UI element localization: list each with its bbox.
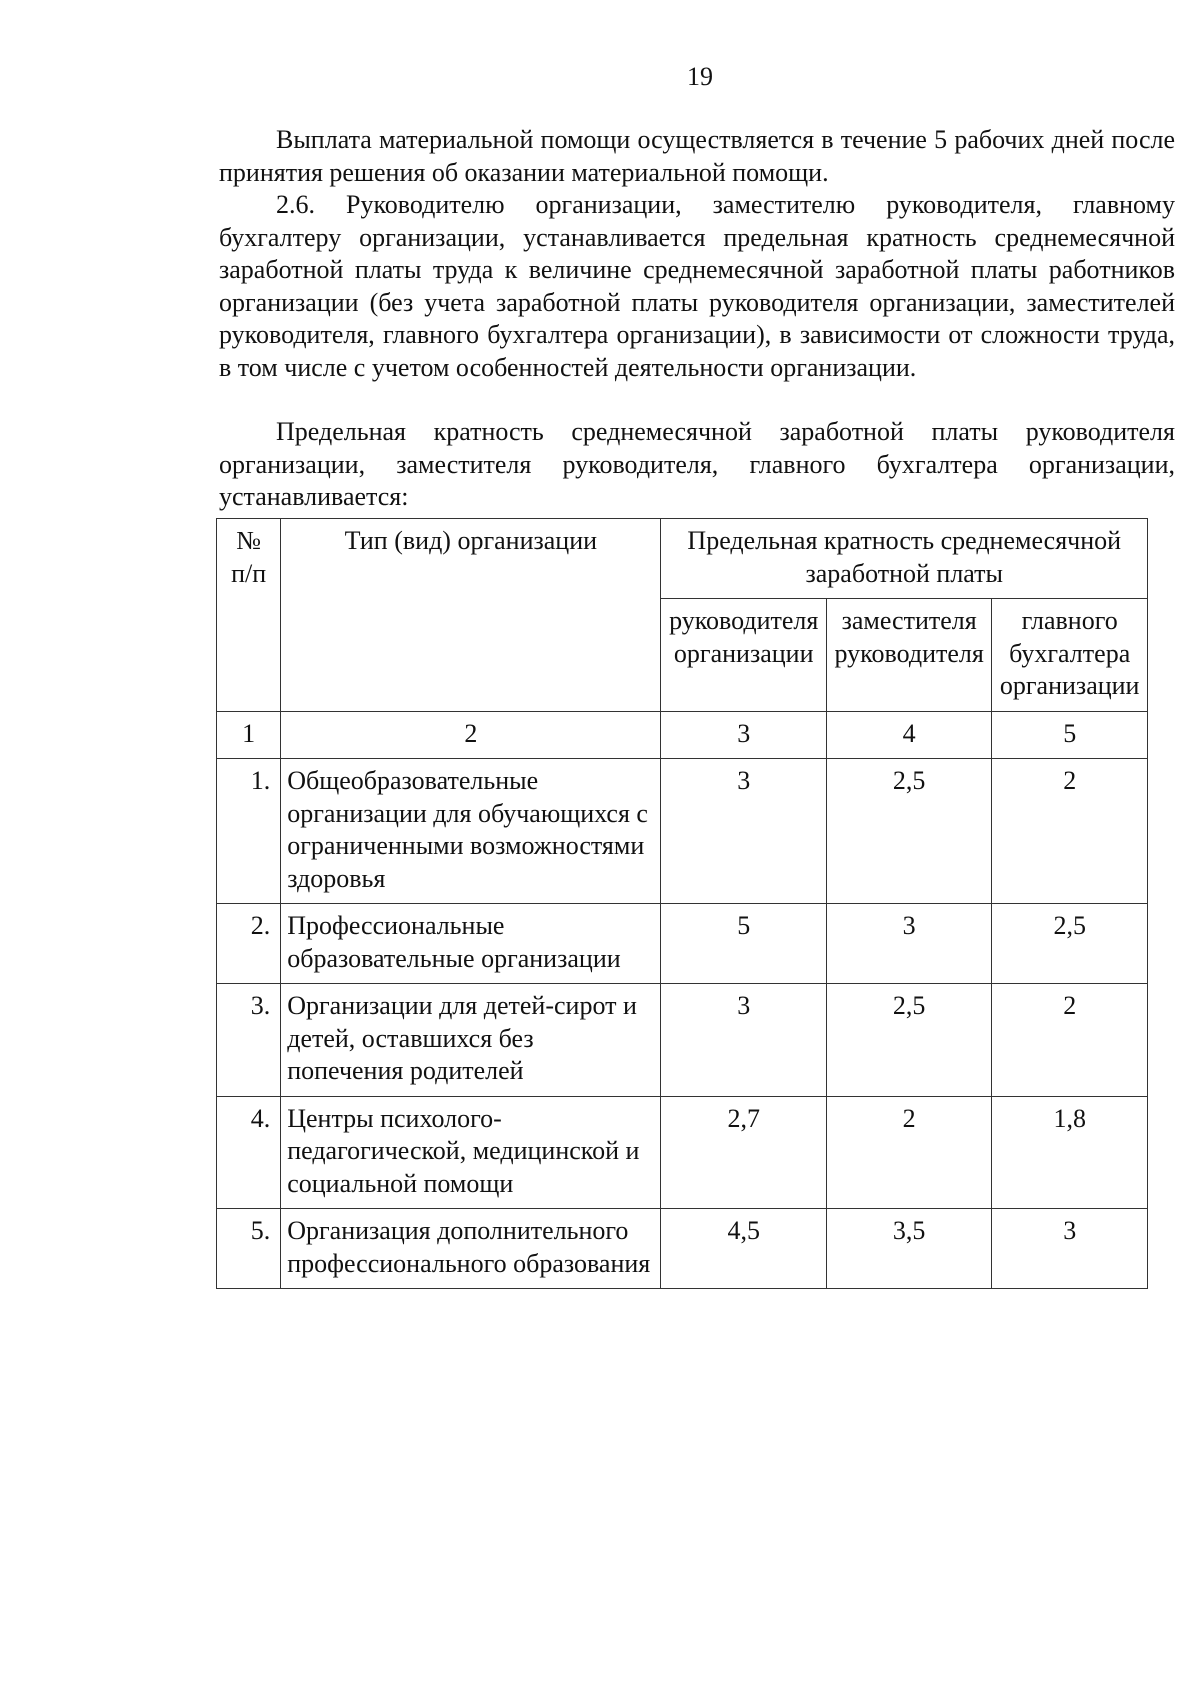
row-number: 3. [217, 984, 281, 1097]
header-ratio-group: Предельная кратность среднемесячной заработной платы [661, 519, 1148, 599]
header-org-type: Тип (вид) организации [281, 519, 661, 712]
table-row [217, 904, 1148, 984]
row-head-ratio: 5 [661, 904, 826, 984]
row-accountant-ratio: 2,5 [992, 904, 1148, 984]
row-accountant-ratio: 2 [992, 759, 1148, 904]
row-deputy-ratio: 2,5 [826, 759, 991, 904]
header-deputy: заместителя руководителя [826, 599, 991, 712]
table-row [217, 1209, 1148, 1289]
row-org-type: Общеобразовательные организации для обучающихся с ограниченными возможностями здоровья [281, 759, 661, 904]
row-accountant-ratio: 1,8 [992, 1096, 1148, 1209]
index-cell: 5 [992, 711, 1148, 759]
table-row [217, 759, 1148, 904]
row-deputy-ratio: 2,5 [826, 984, 991, 1097]
row-org-type: Профессиональные образовательные организации [281, 904, 661, 984]
table-row [217, 984, 1148, 1097]
table-row [217, 1096, 1148, 1209]
index-cell: 1 [217, 711, 281, 759]
paragraph-table-intro [219, 416, 1175, 514]
paragraph-text: 2.6. Руководителю организации, заместителю руководителя, главному бухгалтеру организации, устанавливается предельная кратность среднемесячной заработной платы труда к величине среднемесячной заработной платы работников организации (без учета заработной платы руководителя организации, заместителей руководителя, главного бухгалтера организации), в зависимости от сложности труда, в том числе с учетом особенностей деятельности организации. [219, 190, 1175, 382]
row-head-ratio: 3 [661, 984, 826, 1097]
header-accountant: главного бухгалтера организации [992, 599, 1148, 712]
header-number: № п/п [217, 519, 281, 712]
row-org-type: Организации для детей-сирот и детей, оставшихся без попечения родителей [281, 984, 661, 1097]
row-head-ratio: 4,5 [661, 1209, 826, 1289]
row-org-type: Центры психолого-педагогической, медицинской и социальной помощи [281, 1096, 661, 1209]
index-cell: 4 [826, 711, 991, 759]
row-number: 1. [217, 759, 281, 904]
row-head-ratio: 3 [661, 759, 826, 904]
paragraph-text: Предельная кратность среднемесячной заработной платы руководителя организации, заместителя руководителя, главного бухгалтера организации, устанавливается: [219, 417, 1175, 511]
row-deputy-ratio: 3,5 [826, 1209, 991, 1289]
table-index-row [217, 711, 1148, 759]
index-cell: 2 [281, 711, 661, 759]
salary-ratio-table [216, 518, 1148, 1289]
row-number: 4. [217, 1096, 281, 1209]
header-head: руководителя организации [661, 599, 826, 712]
row-deputy-ratio: 2 [826, 1096, 991, 1209]
paragraph-text: Выплата материальной помощи осуществляется в течение 5 рабочих дней после принятия решения об оказании материальной помощи. [219, 125, 1175, 187]
paragraph-payment-terms [219, 124, 1175, 189]
row-accountant-ratio: 3 [992, 1209, 1148, 1289]
row-number: 2. [217, 904, 281, 984]
row-accountant-ratio: 2 [992, 984, 1148, 1097]
row-deputy-ratio: 3 [826, 904, 991, 984]
row-number: 5. [217, 1209, 281, 1289]
page-number: 19 [687, 62, 713, 91]
row-head-ratio: 2,7 [661, 1096, 826, 1209]
paragraph-section-2-6 [219, 189, 1175, 384]
row-org-type: Организация дополнительного профессионального образования [281, 1209, 661, 1289]
index-cell: 3 [661, 711, 826, 759]
